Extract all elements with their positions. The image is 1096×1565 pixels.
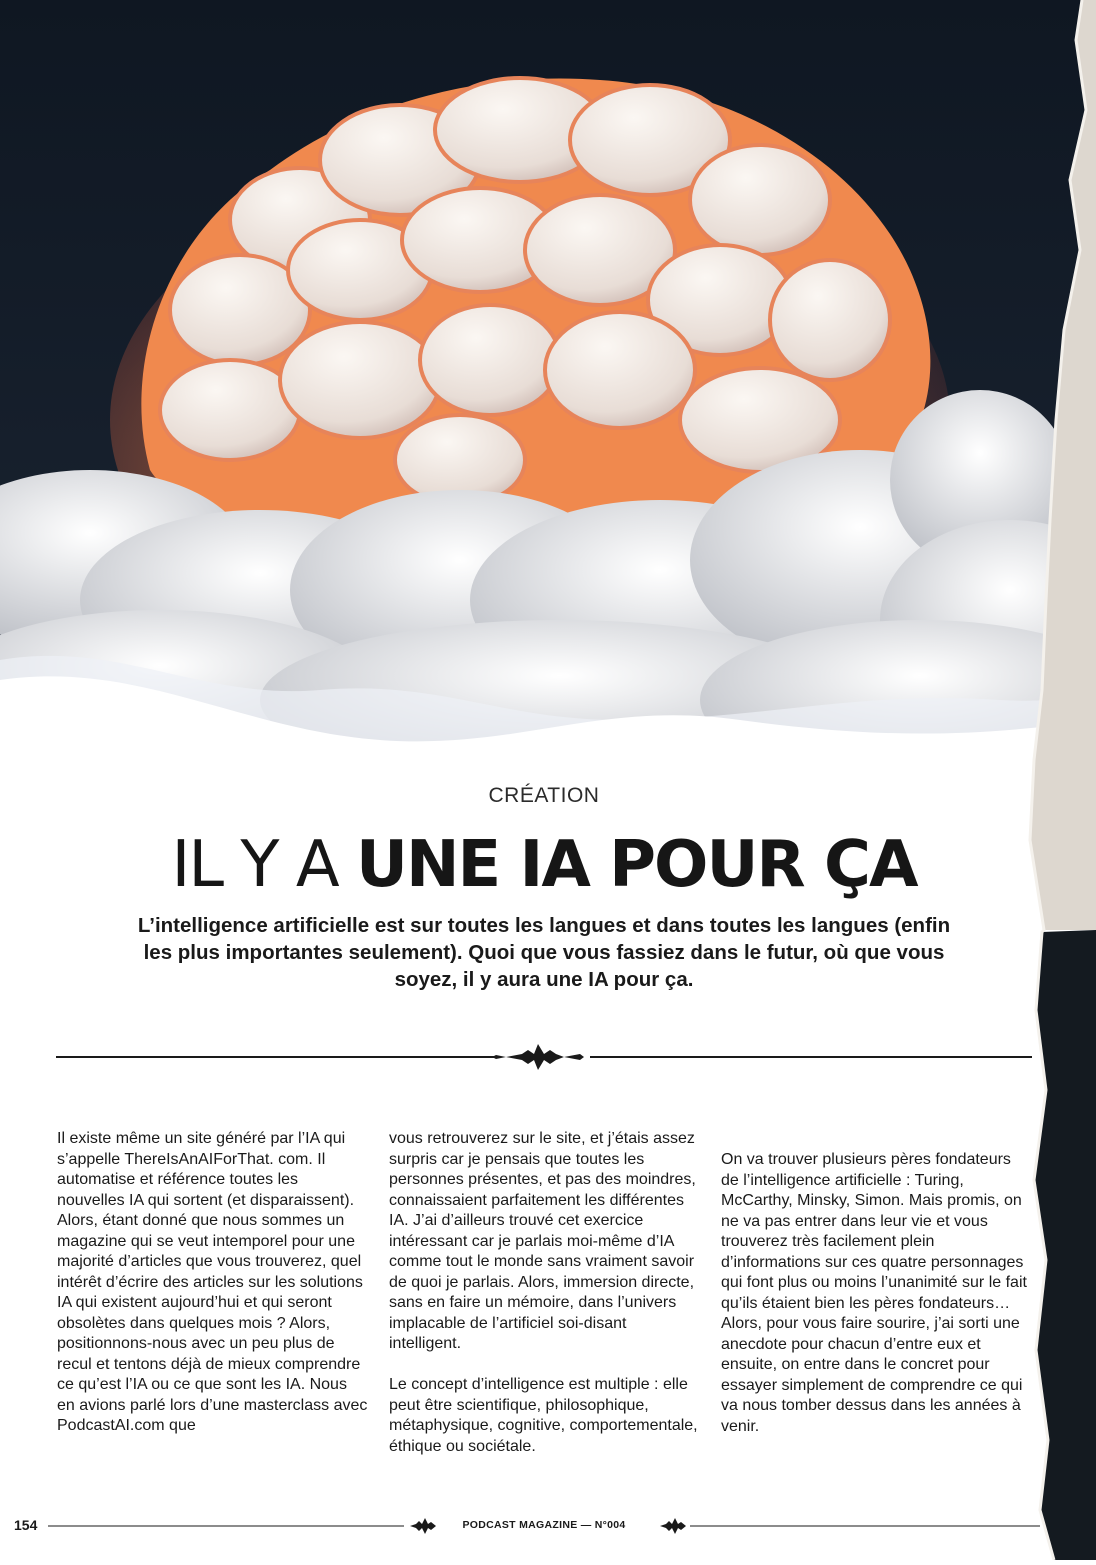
body-column-1: [57, 1129, 369, 1457]
ornament-divider: [56, 1040, 1032, 1074]
paragraph: On va trouver plusieurs pères fondateurs de l’intelligence artificielle : Turing, McCarthy, Minsky, Simon. Mais promis, on ne va pas entrer dans leur vie et vous trouverez très facilement plein d’informations sur ces quatre personnages qui font plus ou moins l’unanimité sur le fait qu’ils étaient bien les pères fondateurs… Alors, pour vous faire sourire, j’ai sorti une anecdote pour chacun d’entre eux et ensuite, on entre dans le concret pour essayer simplement de comprendre ce qui va nous tomber dessus dans les années à venir.: [721, 1151, 1027, 1435]
paragraph: Le concept d’intelligence est multiple : elle peut être scientifique, philosophique, métaphysique, cognitive, comportementale, éthique ou sociétale.: [389, 1376, 698, 1455]
paragraph: Il existe même un site généré par l’IA qui s’appelle ThereIsAnAIForThat. com. Il automatise et référence toutes les nouvelles IA qui sortent (et disparaissent). Alors, étant donné que nous sommes un magazine qui se veut intemporel pour une majorité d’articles que vous trouverez, quel intérêt d’écrire des articles sur les solutions IA qui existent aujourd’hui et qui seront obsolètes dans quelques mois ? Alors, positionnons-nous avec un peu plus de recul et tentons déjà de mieux comprendre ce qu’est l’IA ou ce que sont les IA. Nous en avions parlé lors d’une masterclass avec PodcastAI.com que: [57, 1130, 368, 1434]
paragraph: vous retrouverez sur le site, et j’étais assez surpris car je pensais que toutes les personnes présentes, et pas des moindres, connaissaient parfaitement les différentes IA. J’ai d’ailleurs trouvé cet exercice intéressant car je parlais moi-même d’IA comme tout le monde sans vraiment savoir de quoi je parlais. Alors, immersion directe, sans en faire un mémoire, dans l’univers implacable de l’artificiel soi-disant intelligent.: [389, 1130, 696, 1352]
section-label: CRÉATION: [488, 784, 600, 807]
article-title-bold: UNE IA POUR ÇA: [355, 828, 917, 902]
body-column-3: [721, 1150, 1033, 1458]
hero-brain-illustration: [0, 0, 1096, 780]
article-title: [0, 826, 1088, 904]
magazine-footer-title: PODCAST MAGAZINE — N°004: [462, 1519, 626, 1531]
body-column-2: [389, 1129, 701, 1478]
article-lead: L’intelligence artificielle est sur toutes les langues et dans toutes les langues (enfin les plus importantes seulement). Quoi que vous fassiez dans le futur, où que vous soyez, il y aura une IA pour ça.: [137, 914, 951, 991]
article-title-light: IL Y A: [171, 828, 356, 902]
page-number: 154: [14, 1517, 38, 1533]
